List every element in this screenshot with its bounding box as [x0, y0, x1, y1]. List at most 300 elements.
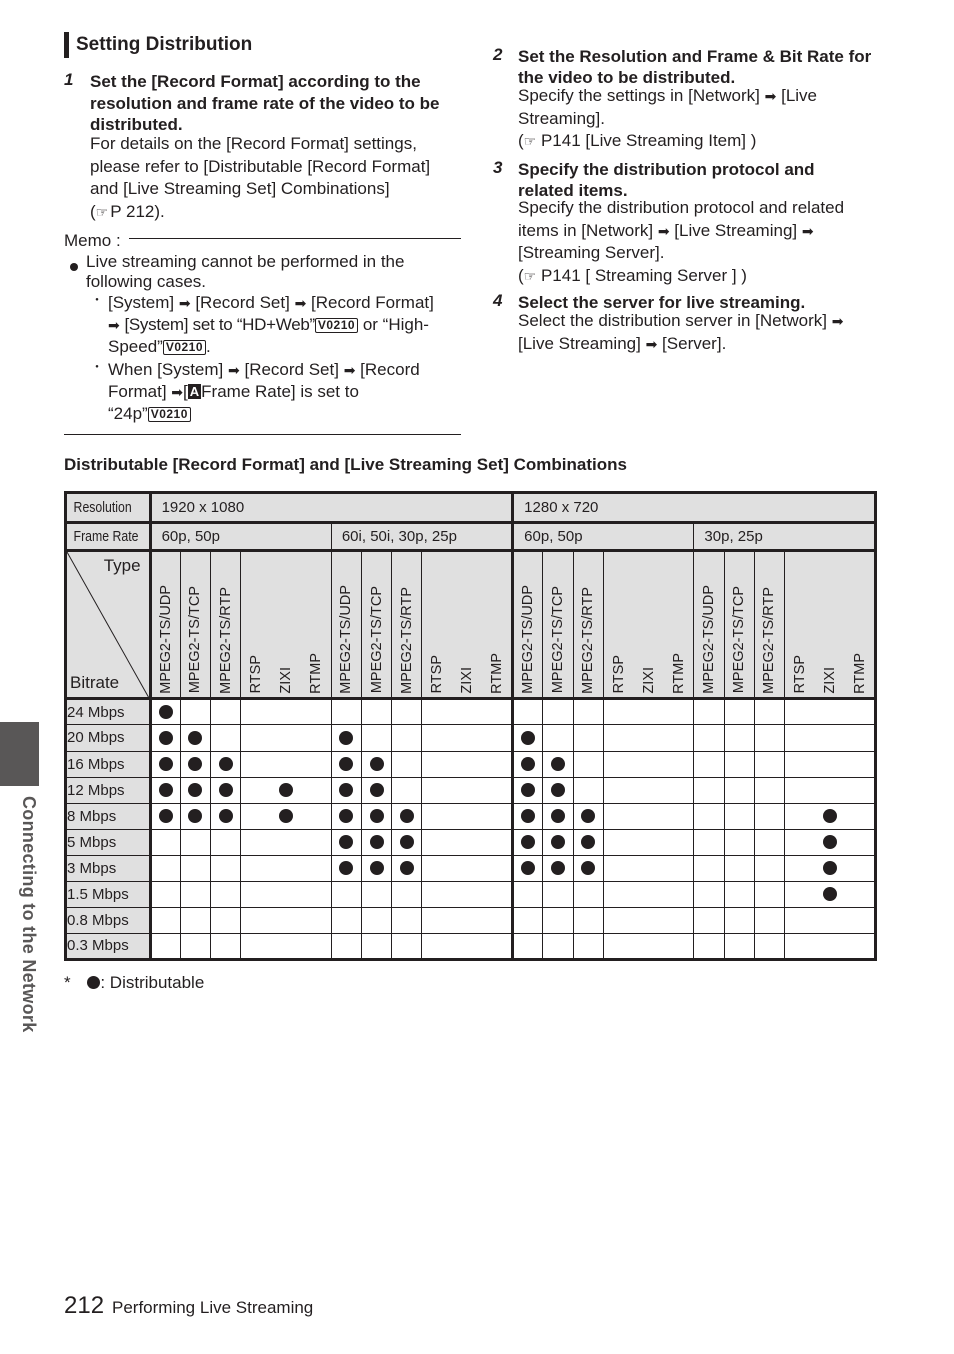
availability-cell: [513, 777, 543, 803]
availability-cell: [362, 881, 392, 907]
type-header: [724, 551, 754, 699]
step-2-text: Streaming].: [518, 108, 605, 128]
hand-pointer-icon: ☞: [523, 267, 537, 284]
combination-grid: [64, 491, 877, 961]
availability-cell: [422, 881, 513, 907]
table-row: [66, 699, 876, 725]
type-header: [331, 551, 361, 699]
availability-cell: [603, 777, 694, 803]
availability-cell: [211, 699, 241, 725]
arrow-right-icon: ➡: [108, 317, 120, 333]
distributable-dot: [521, 809, 535, 823]
bitrate-cell: 0.3 Mbps: [66, 933, 151, 959]
availability-cell: [180, 803, 210, 829]
ref-open-paren: (: [518, 131, 524, 150]
table-row: [66, 725, 876, 751]
type-label-rtmp: RTMP: [489, 652, 506, 694]
type-label-zixi: ZIXI: [459, 666, 476, 694]
type-label-mpeg2-ts-rtp: MPEG2-TS/RTP: [217, 586, 234, 694]
availability-cell: [422, 699, 513, 725]
availability-cell: [422, 725, 513, 751]
availability-cell: [211, 933, 241, 959]
resolution-value: 1920 x 1080: [161, 499, 245, 517]
availability-cell: [331, 829, 361, 855]
availability-cell: [513, 829, 543, 855]
section-heading: Setting Distribution: [64, 32, 252, 58]
page-number: 212: [64, 1292, 105, 1319]
menu-system-setting: [System] set to “HD+Web”: [124, 315, 315, 334]
step-2-body: [518, 85, 908, 153]
table-row: [66, 777, 876, 803]
type-label-mpeg2-ts-rtp: MPEG2-TS/RTP: [761, 586, 778, 694]
availability-cell: [785, 881, 876, 907]
availability-cell: [785, 933, 876, 959]
bitrate-cell: 8 Mbps: [66, 803, 151, 829]
availability-cell: [422, 855, 513, 881]
availability-cell: [150, 777, 180, 803]
availability-cell: [150, 725, 180, 751]
ref-open-paren: (: [518, 265, 524, 285]
bitrate-cell: 5 Mbps: [66, 829, 151, 855]
availability-cell: [392, 855, 422, 881]
type-header: [754, 551, 784, 699]
availability-cell: [150, 933, 180, 959]
availability-cell: [211, 803, 241, 829]
availability-cell: [543, 829, 573, 855]
table-row: [66, 829, 876, 855]
type-label-mpeg2-ts-tcp: MPEG2-TS/TCP: [549, 586, 566, 694]
availability-cell: [724, 751, 754, 777]
availability-cell: [785, 907, 876, 933]
availability-cell: [513, 725, 543, 751]
arrow-right-icon: ➡: [171, 384, 184, 400]
side-tab: [0, 722, 39, 786]
availability-cell: [573, 751, 603, 777]
distributable-dot: [279, 783, 293, 797]
availability-cell: [754, 907, 784, 933]
availability-cell: [392, 881, 422, 907]
availability-cell: [331, 907, 361, 933]
step-3-title-line: related items.: [518, 181, 628, 200]
type-header: [694, 551, 724, 699]
distributable-dot: [188, 757, 202, 771]
memo-label: Memo :: [64, 231, 121, 250]
distributable-dot: [370, 757, 384, 771]
availability-cell: [422, 907, 513, 933]
memo-text: or “High-: [362, 315, 429, 334]
availability-cell: [543, 751, 573, 777]
availability-cell: [694, 803, 724, 829]
availability-cell: [392, 725, 422, 751]
availability-cell: [513, 803, 543, 829]
resolution-label-cell: [66, 493, 151, 523]
availability-cell: [331, 777, 361, 803]
availability-cell: [543, 777, 573, 803]
availability-cell: [422, 803, 513, 829]
type-header-combined: [422, 551, 513, 699]
type-label-rtmp: RTMP: [852, 652, 869, 694]
type-label-mpeg2-ts-rtp: MPEG2-TS/RTP: [398, 586, 415, 694]
type-header-combined: [241, 551, 332, 699]
distributable-dot: [159, 809, 173, 823]
distributable-dot: [339, 757, 353, 771]
menu-record-format: Format]: [108, 382, 167, 401]
table-row: [66, 881, 876, 907]
availability-cell: [513, 855, 543, 881]
availability-cell: [543, 855, 573, 881]
type-header: [573, 551, 603, 699]
step-1-ref-text[interactable]: P 212).: [110, 201, 165, 221]
type-label-mpeg2-ts-tcp: MPEG2-TS/TCP: [187, 586, 204, 694]
distributable-dot: [159, 757, 173, 771]
availability-cell: [543, 803, 573, 829]
type-label-zixi: ZIXI: [822, 666, 839, 694]
availability-cell: [694, 725, 724, 751]
availability-cell: [513, 933, 543, 959]
arrow-right-icon: ➡: [178, 295, 191, 311]
availability-cell: [150, 907, 180, 933]
menu-system: [System]: [108, 293, 175, 312]
frame-rate-value: 60i, 50i, 30p, 25p: [341, 528, 457, 546]
availability-cell: [211, 725, 241, 751]
availability-cell: [724, 907, 754, 933]
availability-cell: [573, 699, 603, 725]
availability-cell: [754, 829, 784, 855]
availability-cell: [694, 777, 724, 803]
distributable-dot: [823, 887, 837, 901]
step-1-line: please refer to [Distributable [Record Format]: [90, 156, 431, 176]
distributable-dot: [400, 861, 414, 875]
memo-bullet-text: Live streaming cannot be performed in the following cases.: [86, 252, 405, 291]
sub-bullet-icon: ・: [90, 292, 104, 308]
availability-cell: [180, 829, 210, 855]
distributable-dot: [521, 731, 535, 745]
step-4-body: [518, 310, 908, 355]
type-label-zixi: ZIXI: [640, 666, 657, 694]
distributable-dot: [823, 835, 837, 849]
availability-cell: [180, 907, 210, 933]
availability-cell: [543, 881, 573, 907]
distributable-dot: [339, 861, 353, 875]
availability-cell: [603, 933, 694, 959]
availability-cell: [694, 881, 724, 907]
availability-cell: [573, 725, 603, 751]
distributable-dot: [400, 809, 414, 823]
availability-cell: [362, 699, 392, 725]
availability-cell: [724, 725, 754, 751]
resolution-header: [150, 493, 513, 523]
step-4-title: Select the server for live streaming.: [518, 293, 806, 312]
frame-rate-header: [150, 523, 331, 551]
availability-cell: [724, 699, 754, 725]
distributable-dot: [279, 809, 293, 823]
distributable-dot: [521, 783, 535, 797]
distributable-dot: [339, 835, 353, 849]
bitrate-cell: 0.8 Mbps: [66, 907, 151, 933]
availability-cell: [331, 933, 361, 959]
availability-cell: [694, 907, 724, 933]
availability-cell: [331, 881, 361, 907]
type-label-mpeg2-ts-udp: MPEG2-TS/UDP: [157, 584, 174, 694]
availability-cell: [785, 699, 876, 725]
footnote: [64, 972, 204, 994]
availability-cell: [392, 829, 422, 855]
hand-pointer-icon: ☞: [95, 203, 109, 220]
distributable-dot: [581, 835, 595, 849]
availability-cell: [603, 725, 694, 751]
type-header: [362, 551, 392, 699]
availability-cell: [211, 881, 241, 907]
availability-cell: [241, 803, 332, 829]
availability-cell: [362, 725, 392, 751]
step-3-body: [518, 197, 908, 287]
step-2-title-line: Set the Resolution and Frame & Bit Rate for: [518, 47, 872, 66]
availability-cell: [392, 699, 422, 725]
frame-rate-header: [513, 523, 694, 551]
step-3-ref-link[interactable]: P141 [ Streaming Server ] ): [540, 265, 747, 285]
menu-record-format: [Record: [360, 360, 420, 379]
availability-cell: [241, 829, 332, 855]
distributable-dot: [219, 809, 233, 823]
availability-cell: [694, 699, 724, 725]
availability-cell: [724, 933, 754, 959]
sub-bullet-icon: ・: [90, 359, 104, 375]
availability-cell: [211, 829, 241, 855]
frame-rate-label: Frame Rate: [73, 528, 139, 546]
type-label-rtsp: RTSP: [248, 655, 265, 694]
distributable-dot: [339, 731, 353, 745]
distributable-dot: [219, 783, 233, 797]
ref-open-paren: (: [90, 201, 96, 221]
availability-cell: [573, 777, 603, 803]
type-header-combined: [603, 551, 694, 699]
availability-cell: [785, 725, 876, 751]
distributable-dot: [551, 809, 565, 823]
availability-cell: [573, 855, 603, 881]
availability-cell: [241, 777, 332, 803]
distributable-dot-icon: [87, 976, 100, 989]
availability-cell: [180, 933, 210, 959]
availability-cell: [180, 777, 210, 803]
type-label-mpeg2-ts-rtp: MPEG2-TS/RTP: [580, 586, 597, 694]
availability-cell: [694, 829, 724, 855]
bitrate-cell: 12 Mbps: [66, 777, 151, 803]
bitrate-cell: 16 Mbps: [66, 751, 151, 777]
availability-cell: [754, 751, 784, 777]
step-3-text: [Streaming Server].: [518, 243, 665, 262]
step-1-line: and [Live Streaming Set] Combinations]: [90, 179, 390, 198]
availability-cell: [211, 751, 241, 777]
availability-cell: [241, 881, 332, 907]
step-1-ref-line: [90, 201, 470, 224]
memo-text: .: [206, 337, 211, 356]
step-1-line: For details on the [Record Format] settings,: [90, 134, 417, 153]
availability-cell: [362, 933, 392, 959]
type-label-mpeg2-ts-udp: MPEG2-TS/UDP: [520, 584, 537, 694]
availability-cell: [150, 855, 180, 881]
step-2-text: Specify the settings in [Network]: [518, 86, 760, 105]
a-slot-icon: A: [189, 384, 200, 399]
availability-cell: [724, 829, 754, 855]
availability-cell: [331, 725, 361, 751]
availability-cell: [543, 907, 573, 933]
availability-cell: [392, 933, 422, 959]
bitrate-cell: 3 Mbps: [66, 855, 151, 881]
memo-divider-bottom: [64, 434, 461, 435]
bitrate-cell: 20 Mbps: [66, 725, 151, 751]
bitrate-label: Bitrate: [70, 673, 120, 693]
version-badge: V0210: [315, 318, 358, 333]
availability-cell: [754, 933, 784, 959]
step-4-text: Select the distribution server in [Network]: [518, 311, 827, 330]
frame-rate-value: 60p, 50p: [161, 528, 220, 546]
availability-cell: [573, 933, 603, 959]
arrow-right-icon: ➡: [764, 88, 777, 104]
distributable-dot: [823, 861, 837, 875]
distributable-dot: [339, 809, 353, 823]
distributable-dot: [159, 783, 173, 797]
arrow-right-icon: ➡: [801, 222, 814, 239]
distributable-dot: [823, 809, 837, 823]
type-label-mpeg2-ts-udp: MPEG2-TS/UDP: [338, 584, 355, 694]
type-header: [150, 551, 180, 699]
availability-cell: [331, 803, 361, 829]
table-row: [66, 907, 876, 933]
memo-text: Frame Rate] is set to: [201, 382, 359, 401]
step-3-text: items in [Network]: [518, 220, 654, 240]
distributable-dot: [581, 809, 595, 823]
step-3-title: [518, 159, 908, 201]
memo-sub-item-2: [90, 359, 470, 425]
table-row: [66, 751, 876, 777]
type-header-combined: [785, 551, 876, 699]
availability-cell: [362, 907, 392, 933]
combination-table: [64, 491, 877, 961]
availability-cell: [180, 725, 210, 751]
arrow-right-icon: ➡: [294, 295, 307, 311]
availability-cell: [241, 907, 332, 933]
availability-cell: [150, 751, 180, 777]
availability-cell: [362, 803, 392, 829]
step-4-text: [Live Streaming]: [518, 333, 641, 353]
memo-text: Speed”: [108, 337, 163, 356]
distributable-dot: [188, 809, 202, 823]
availability-cell: [513, 907, 543, 933]
availability-cell: [180, 881, 210, 907]
distributable-dot: [551, 757, 565, 771]
distributable-dot: [370, 835, 384, 849]
availability-cell: [724, 803, 754, 829]
availability-cell: [362, 855, 392, 881]
type-header: [392, 551, 422, 699]
distributable-dot: [581, 861, 595, 875]
table-row: [66, 933, 876, 959]
memo-bullet-icon: [70, 258, 78, 276]
availability-cell: [694, 751, 724, 777]
distributable-dot: [521, 835, 535, 849]
type-header: [180, 551, 210, 699]
availability-cell: [694, 855, 724, 881]
distributable-dot: [188, 731, 202, 745]
availability-cell: [331, 751, 361, 777]
memo-sub-item-1: [90, 292, 470, 358]
availability-cell: [603, 699, 694, 725]
hand-pointer-icon: ☞: [523, 133, 537, 149]
availability-cell: [573, 803, 603, 829]
availability-cell: [694, 933, 724, 959]
availability-cell: [754, 777, 784, 803]
step-2-text: [Live: [781, 86, 818, 105]
availability-cell: [785, 777, 876, 803]
step-3-title-line: Specify the distribution protocol and: [518, 160, 815, 179]
availability-cell: [513, 751, 543, 777]
type-label-zixi: ZIXI: [278, 666, 295, 694]
availability-cell: [573, 829, 603, 855]
availability-cell: [603, 829, 694, 855]
availability-cell: [241, 725, 332, 751]
step-3-number: 3: [493, 158, 503, 177]
type-label-mpeg2-ts-udp: MPEG2-TS/UDP: [701, 584, 718, 694]
table-title: Distributable [Record Format] and [Live Streaming Set] Combinations: [64, 455, 627, 474]
distributable-dot: [521, 757, 535, 771]
availability-cell: [754, 699, 784, 725]
availability-cell: [392, 777, 422, 803]
availability-cell: [724, 855, 754, 881]
availability-cell: [513, 881, 543, 907]
arrow-right-icon: ➡: [645, 335, 658, 352]
availability-cell: [150, 829, 180, 855]
distributable-dot: [339, 783, 353, 797]
step-1-body: [90, 133, 470, 223]
step-3-text: [Live Streaming]: [674, 220, 798, 240]
availability-cell: [362, 777, 392, 803]
availability-cell: [603, 855, 694, 881]
distributable-dot: [551, 783, 565, 797]
frame-rate-header: [694, 523, 876, 551]
menu-record-format: [Record Format]: [311, 293, 434, 312]
arrow-right-icon: ➡: [831, 313, 844, 329]
footnote-star: *: [64, 973, 71, 992]
frame-rate-value: 60p, 50p: [524, 528, 583, 546]
availability-cell: [422, 933, 513, 959]
type-label-rtsp: RTSP: [792, 655, 809, 694]
bitrate-cell: 1.5 Mbps: [66, 881, 151, 907]
distributable-dot: [521, 861, 535, 875]
availability-cell: [392, 803, 422, 829]
table-row: [66, 803, 876, 829]
step-3-text: Specify the distribution protocol and related: [518, 198, 845, 217]
step-2-ref-link[interactable]: P141 [Live Streaming Item] ): [540, 131, 757, 150]
availability-cell: [754, 803, 784, 829]
type-bitrate-corner: [66, 551, 151, 699]
availability-cell: [362, 829, 392, 855]
availability-cell: [211, 907, 241, 933]
arrow-right-icon: ➡: [343, 362, 356, 378]
frame-rate-value: 30p, 25p: [704, 528, 763, 546]
availability-cell: [785, 751, 876, 777]
version-badge: V0210: [163, 340, 206, 355]
availability-cell: [754, 725, 784, 751]
step-1-number: 1: [64, 70, 74, 89]
type-label: Type: [103, 556, 141, 576]
step-4-text: [Server].: [662, 333, 727, 353]
availability-cell: [211, 777, 241, 803]
availability-cell: [392, 751, 422, 777]
step-2-title: [518, 46, 908, 88]
availability-cell: [573, 907, 603, 933]
availability-cell: [241, 855, 332, 881]
availability-cell: [754, 881, 784, 907]
